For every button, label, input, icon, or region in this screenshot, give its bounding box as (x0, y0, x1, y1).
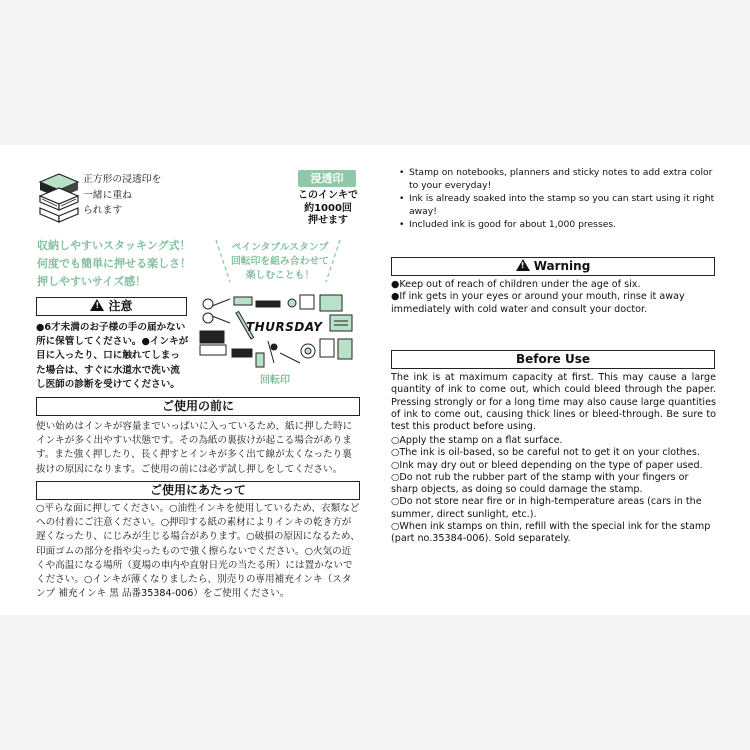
rotary-stamp-label: 回転印 (260, 375, 290, 386)
feature-lines: 収納しやすいスタッキング式！ 何度でも簡単に押せる楽しさ！ 押しやすいサイズ感！ (37, 239, 191, 288)
instruction-list (391, 435, 716, 546)
before-use-heading-jp: ご使用の前に (36, 397, 360, 416)
list-item: • Included ink is good for about 1,000 presses. (399, 219, 717, 232)
list-item: ○The ink is oil-based, so be careful not to get it on your clothes. (391, 447, 700, 459)
stacking-caption: 正方形の浸透印を 一緒に重ね られます (83, 174, 162, 216)
ink-capacity-note: このインキで 約1000回 押せます (298, 190, 358, 226)
list-item: ○When ink stamps on thin, refill with the special ink for the stamp (part no.35384-006). Sold separately. (391, 521, 711, 545)
caution-text: ●6才未満のお子様の手の届かない所に保管してください。●インキが目に入ったり、口に触れてしまった場合は、すぐに水道水で洗い流し医師の診断を受けてください。 (36, 322, 189, 390)
warning-icon (516, 259, 530, 271)
list-item: • Stamp on notebooks, planners and sticky notes to add extra color to your everyday! (399, 167, 717, 192)
during-use-text-jp: ○平らな面に押してください。○油性インキを使用しているため、衣類などへの付着にご注意ください。○押印する紙の素材によりインキの乾き方が遅くなったり、にじみが生じる場合があります。○破損の原因になるため、印面ゴムの部分を指や尖ったもので強く擦らないでください。○火気の近くや高温になる場所（夏場の車内や直射日光の当たる所）には置かないでください。○インキが薄くなりましたら、別売りの専用補充インキ（スタンプ 補充インキ 黒 品番35384-006）をご使用ください。 (36, 503, 360, 600)
penetration-stamp-badge: 浸透印 (298, 170, 356, 187)
list-item: ○Do not store near fire or in high-temperature areas (cars in the summer, direct sunlight, etc.). (391, 496, 702, 520)
paintable-lines: ペインタブルスタンプ 回転印を組み合わせて 楽しむことも！ (231, 242, 329, 281)
before-use-text-en: The ink is at maximum capacity at first. This may cause a large quantity of ink to come out, which could bleed through the paper. Pressing strongly or for a long time may also cause large quantities of ink to come out, causing thick lines or bleed-through. Be sure to test this product before using. (391, 372, 716, 433)
stacked-stamps-icon (36, 168, 82, 224)
list-item: ○Ink may dry out or bleed depending on the type of paper used. (391, 459, 703, 471)
warning-icon (90, 299, 104, 311)
during-use-heading-jp: ご使用にあたって (36, 481, 360, 500)
list-item: ○Apply the stamp on a flat surface. (391, 435, 563, 446)
list-item: ○Do not rub the rubber part of the stamp with your fingers or sharp objects, as doing so could damage the stamp. (391, 471, 689, 496)
before-use-heading-en: Before Use (391, 350, 715, 369)
caution-heading: !注意 (36, 297, 187, 316)
before-use-text-jp: 使い始めはインキが容量までいっぱいに入っているため、紙に押した時にインキが多く出やすい状態です。その為紙の裏抜けが起こる場合があります。また強く押したり、長く押すとインキが多く出て線が太くなったり裏抜けの原因になります。ご使用の前には必ず試し押しをしてください。 (36, 421, 353, 475)
thursday-word: THURSDAY (246, 320, 323, 334)
list-item: • Ink is already soaked into the stamp so you can start using it right away! (399, 193, 717, 218)
feature-bullets (399, 167, 717, 233)
warning-text: ●Keep out of reach of children under the age of six. ●If ink gets in your eyes or around your mouth, rinse it away immediately with cold water and consult your doctor. (391, 279, 685, 315)
warning-heading: !Warning (391, 257, 715, 276)
